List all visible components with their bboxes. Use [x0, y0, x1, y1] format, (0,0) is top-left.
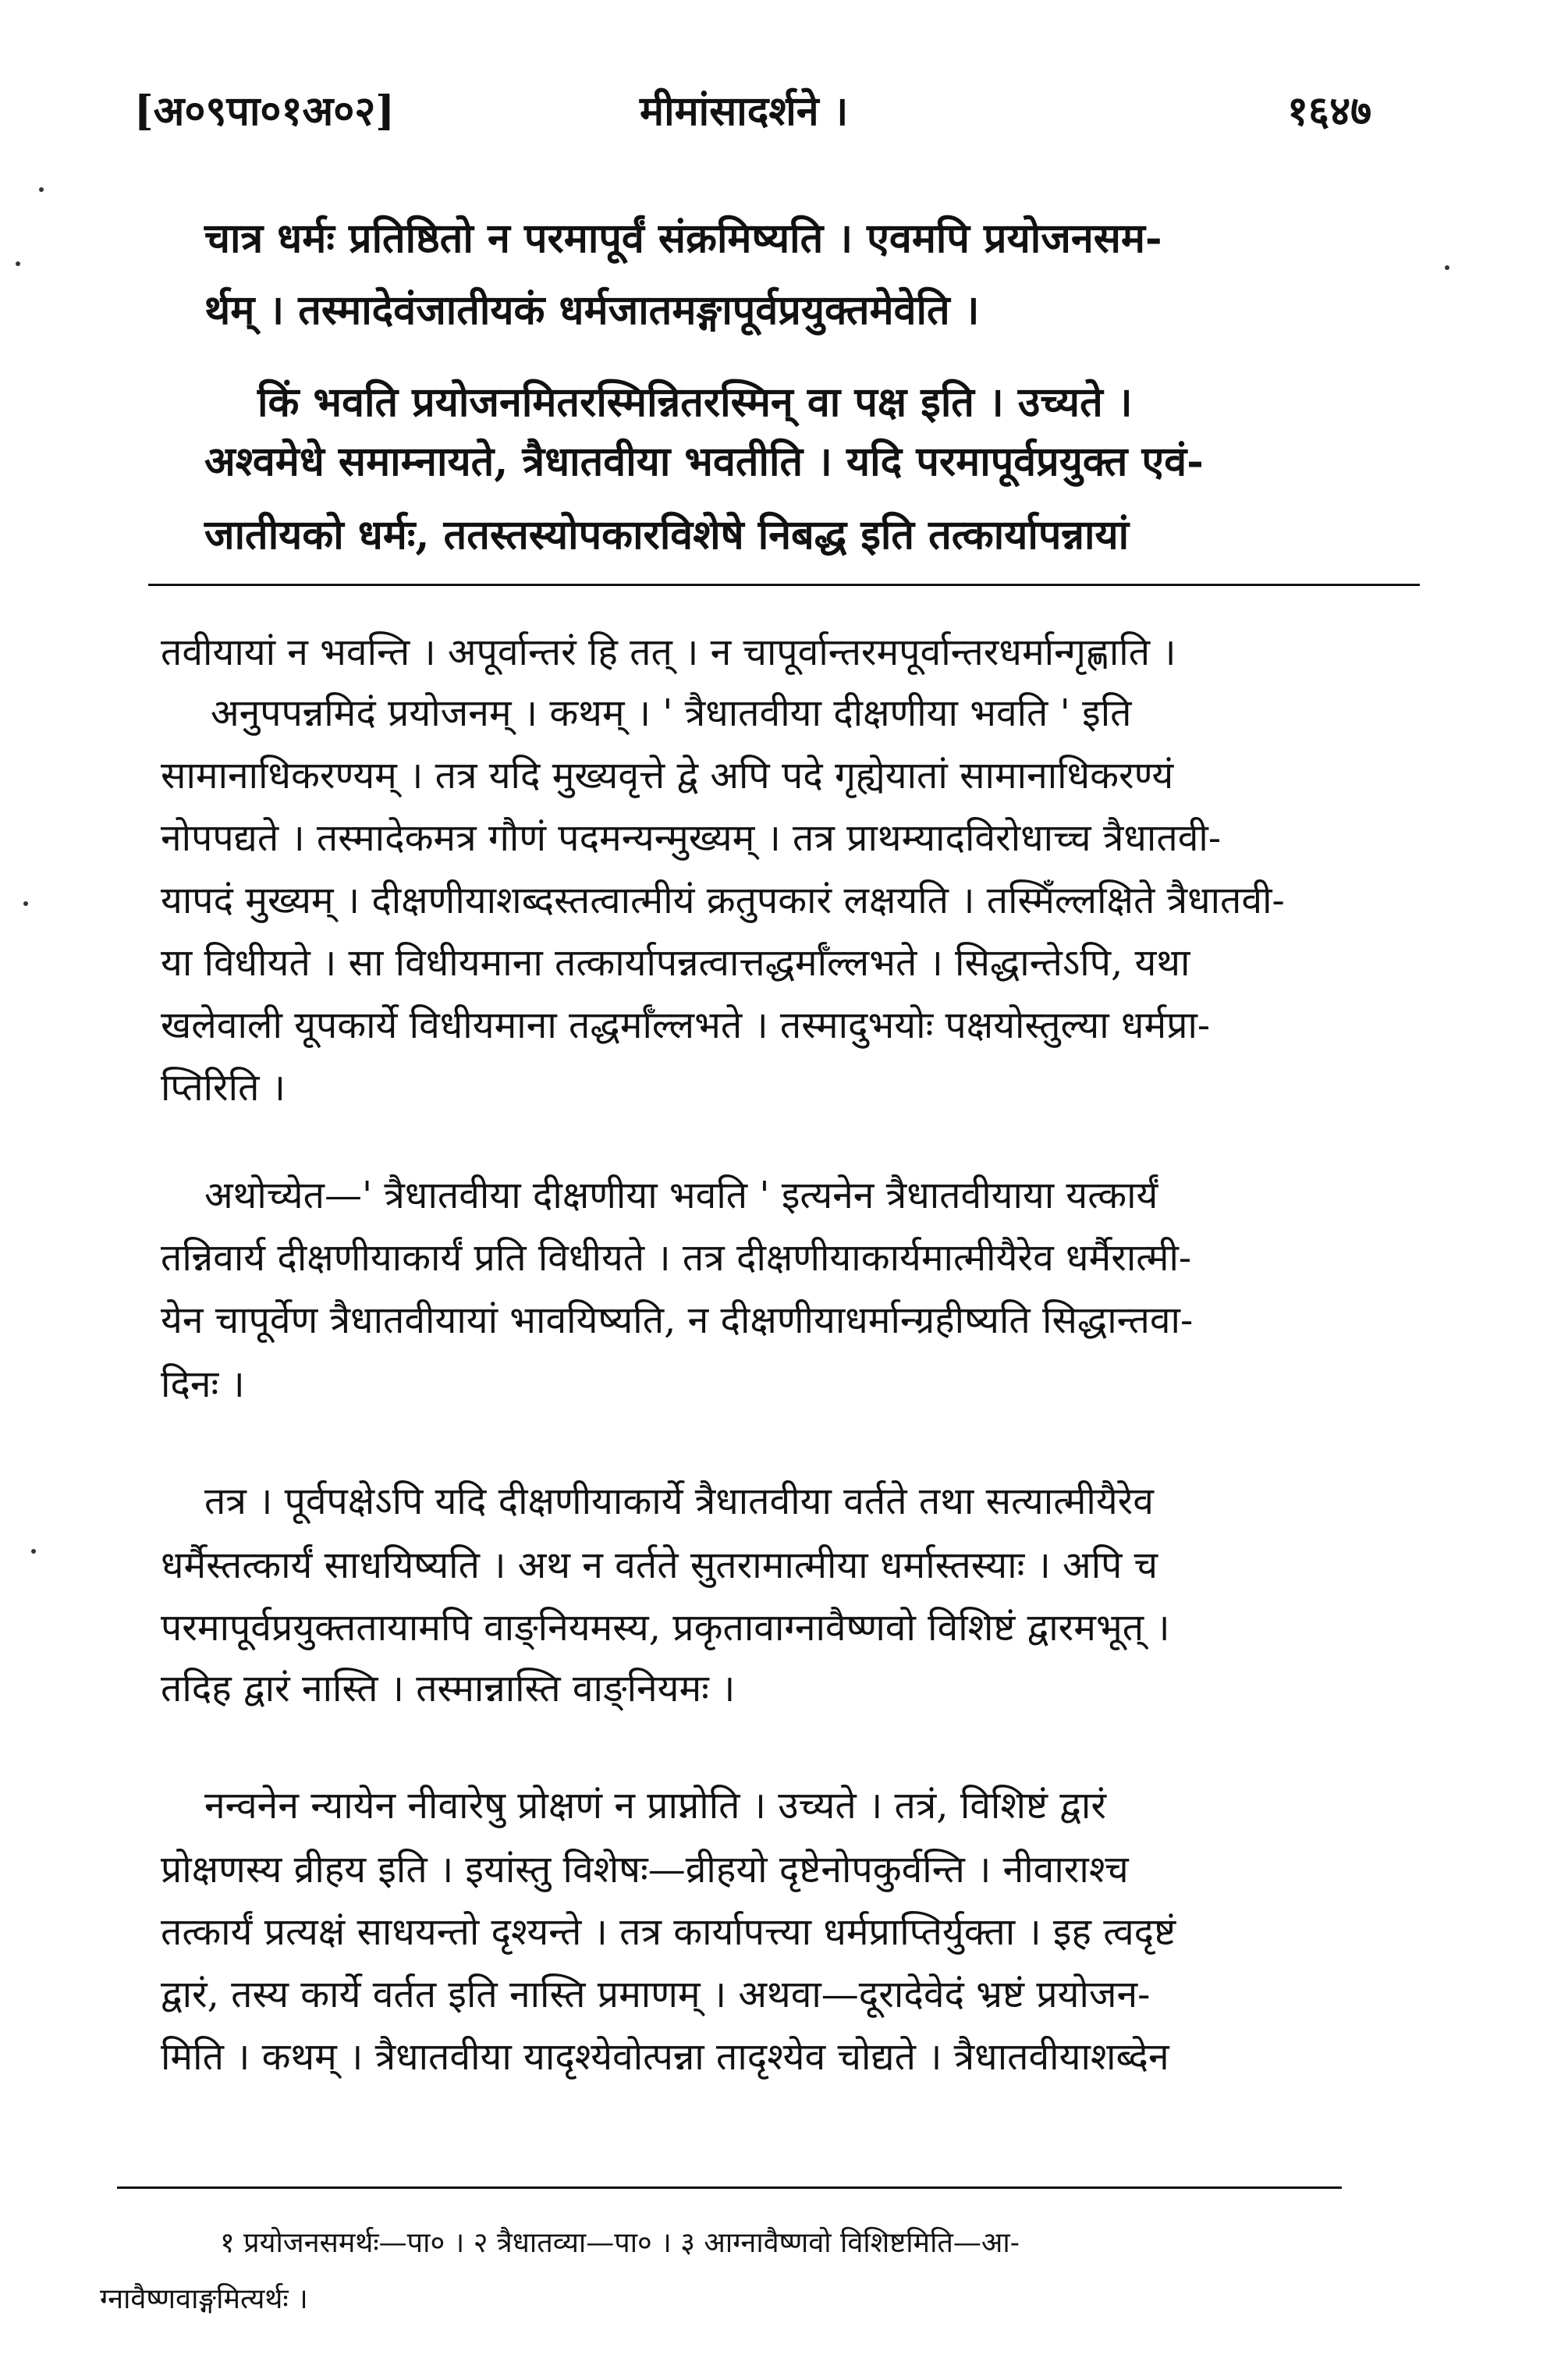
- running-head-title: मीमांसादर्शने ।: [640, 87, 849, 135]
- footnote-line: ग्नावैष्णवाङ्गमित्यर्थः ।: [100, 2283, 308, 2315]
- text-line: अश्वमेधे समाम्नायते, त्रैधातवीया भवतीति । यदि परमापूर्वप्रयुक्त एवं-: [204, 438, 1204, 485]
- text-line: परमापूर्वप्रयुक्ततायामपि वाङ्नियमस्य, प्रकृतावाग्नावैष्णवो विशिष्टं द्वारमभूत् ।: [161, 1606, 1170, 1650]
- text-line: यापदं मुख्यम् । दीक्षणीयाशब्दस्तत्वात्मीयं क्रतुपकारं लक्षयति । तस्मिँल्लक्षिते त्रैधातवी-: [161, 879, 1285, 922]
- text-line: सामानाधिकरण्यम् । तत्र यदि मुख्यवृत्ते द्वे अपि पदे गृह्येयातां सामानाधिकरण्यं: [161, 754, 1174, 797]
- text-line: तत्र । पूर्वपक्षेऽपि यदि दीक्षणीयाकार्ये त्रैधातवीया वर्तते तथा सत्यात्मीयैरेव: [204, 1480, 1154, 1523]
- text-line: र्थम् । तस्मादेवंजातीयकं धर्मजातमङ्गापूर्वप्रयुक्तमेवेति ।: [204, 286, 980, 334]
- text-line: खलेवाली यूपकार्ये विधीयमाना तद्धर्माँल्लभते । तस्मादुभयोः पक्षयोस्तुल्या धर्मप्रा-: [161, 1004, 1211, 1047]
- text-line: चात्र धर्मः प्रतिष्ठितो न परमापूर्वं संक्रमिष्यति । एवमपि प्रयोजनसम-: [204, 215, 1162, 262]
- text-line: प्तिरिति ।: [161, 1066, 286, 1110]
- scan-speck: [39, 187, 44, 192]
- scan-speck: [23, 901, 28, 906]
- text-line: नन्वनेन न्यायेन नीवारेषु प्रोक्षणं न प्राप्नोति । उच्यते । तत्रं, विशिष्टं द्वारं: [204, 1784, 1106, 1828]
- text-line: नोपपद्यते । तस्मादेकमत्र गौणं पदमन्यन्मुख्यम् । तत्र प्राथम्यादविरोधाच्च त्रैधातवी-: [161, 816, 1222, 860]
- scan-speck: [1445, 265, 1449, 270]
- text-line: जातीयको धर्मः, ततस्तस्योपकारविशेषे निबद्ध इति तत्कार्यापन्नायां: [204, 511, 1130, 559]
- scan-speck: [31, 1549, 36, 1554]
- text-line: दिनः ।: [161, 1362, 245, 1406]
- page-number: १६४७: [1287, 87, 1372, 135]
- text-line: अथोच्येत—' त्रैधातवीया दीक्षणीया भवति ' इत्यनेन त्रैधातवीयाया यत्कार्यं: [204, 1174, 1158, 1217]
- footnote-line: १ प्रयोजनसमर्थः—पा० । २ त्रैधातव्या—पा० । ३ आग्नावैष्णवो विशिष्टमिति—आ-: [220, 2227, 1020, 2259]
- text-line: द्वारं, तस्य कार्ये वर्तत इति नास्ति प्रमाणम् । अथवा—दूरादेवेदं भ्रष्टं प्रयोजन-: [161, 1973, 1151, 2016]
- text-line: किं भवति प्रयोजनमितरस्मिन्नितरस्मिन् वा पक्ष इति । उच्यते ।: [257, 378, 1133, 426]
- text-line: मिति । कथम् । त्रैधातवीया यादृश्येवोत्पन्ना तादृश्येव चोद्यते । त्रैधातवीयाशब्देन: [161, 2035, 1169, 2079]
- text-line: येन चापूर्वेण त्रैधातवीयायां भावयिष्यति, न दीक्षणीयाधर्मान्ग्रहीष्यति सिद्धान्तवा-: [161, 1298, 1194, 1342]
- text-line: तत्कार्यं प्रत्यक्षं साधयन्तो दृश्यन्ते । तत्र कार्यापत्त्या धर्मप्राप्तिर्युक्ता । इह त्वदृष्टं: [161, 1910, 1176, 1954]
- running-head-reference: [अ०९पा०१अ०२]: [134, 87, 395, 135]
- text-line: तदिह द्वारं नास्ति । तस्मान्नास्ति वाङ्नियमः ।: [161, 1667, 736, 1710]
- section-divider: [148, 584, 1420, 586]
- text-line: अनुपपन्नमिदं प्रयोजनम् । कथम् । ' त्रैधातवीया दीक्षणीया भवति ' इति: [211, 691, 1132, 735]
- text-line: तवीयायां न भवन्ति । अपूर्वान्तरं हि तत् । न चापूर्वान्तरमपूर्वान्तरधर्मान्गृह्णाति ।: [161, 631, 1176, 674]
- text-line: प्रोक्षणस्य व्रीहय इति । इयांस्तु विशेषः—व्रीहयो दृष्टेनोपकुर्वन्ति । नीवाराश्च: [161, 1848, 1129, 1892]
- text-line: धर्मैस्तत्कार्यं साधयिष्यति । अथ न वर्तते सुतरामात्मीया धर्मास्तस्याः । अपि च: [161, 1543, 1158, 1587]
- scan-speck: [16, 261, 20, 266]
- footnote-divider: [117, 2186, 1342, 2189]
- text-line: या विधीयते । सा विधीयमाना तत्कार्यापन्नत्वात्तद्धर्माँल्लभते । सिद्धान्तेऽपि, यथा: [161, 941, 1190, 985]
- text-line: तन्निवार्य दीक्षणीयाकार्यं प्रति विधीयते । तत्र दीक्षणीयाकार्यमात्मीयैरेव धर्मैरात्मी-: [161, 1236, 1192, 1280]
